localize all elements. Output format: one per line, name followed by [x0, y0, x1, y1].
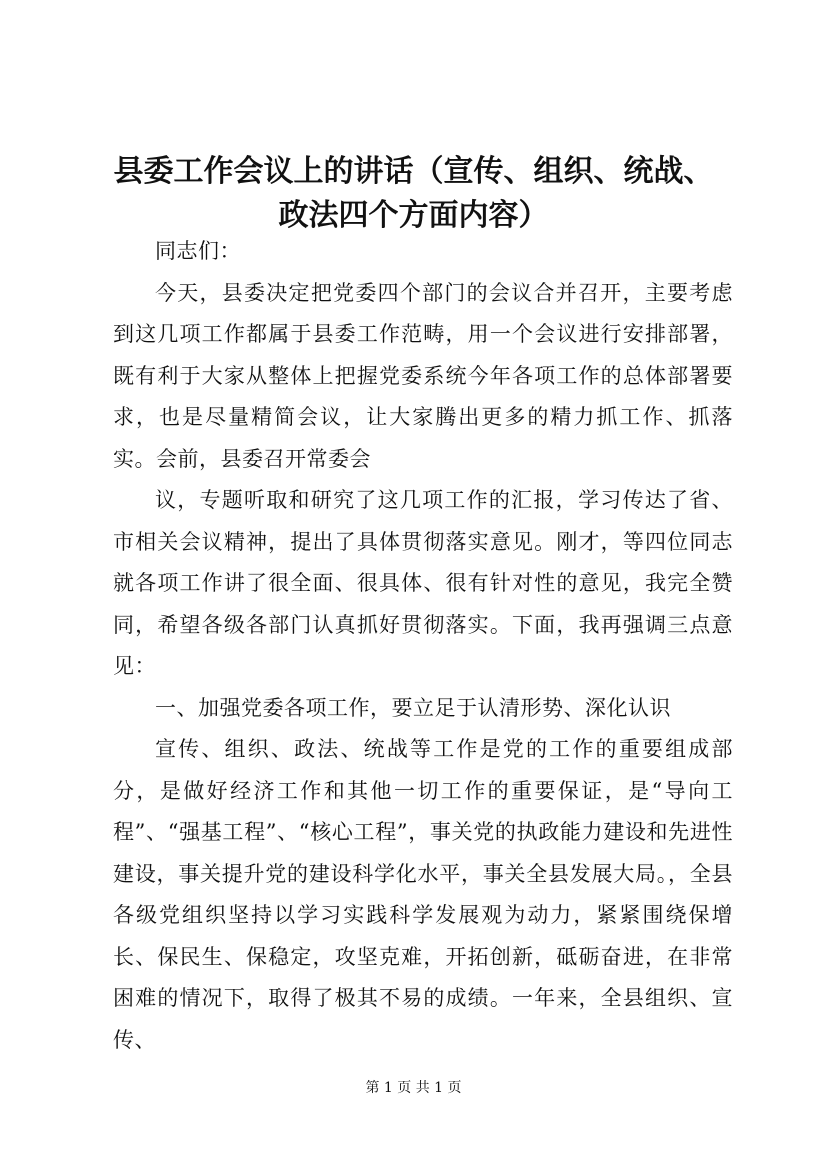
salutation-paragraph: 同志们： — [155, 239, 241, 263]
document-title-line-1: 县委工作会议上的讲话（宣传、组织、统战、 — [113, 154, 714, 189]
section-heading: 一、加强党委各项工作，要立足于认清形势、深化认识 — [155, 695, 671, 720]
body-paragraph: 议，专题听取和研究了这几项工作的汇报，学习传达了省、市相关会议精神，提出了具体贯彻落实意见。刚才，等四位同志就各项工作讲了很全面、很具体、很有针对性的意见，我完全赞同，希望各级各部门认真抓好贯彻落实。下面，我再强调三点意见： — [113, 488, 733, 678]
page-footer: 第 1 页 共 1 页 — [365, 1080, 462, 1096]
body-paragraph: 今天，县委决定把党委四个部门的会议合并召开，主要考虑到这几项工作都属于县委工作范畴，用一个会议进行安排部署，既有利于大家从整体上把握党委系统今年各项工作的总体部署要求，也是尽量精简会议，让大家腾出更多的精力抓工作、抓落实。会前，县委召开常委会 — [113, 280, 733, 471]
document-body — [113, 231, 733, 1061]
document-title-line-2: 政法四个方面内容） — [278, 198, 549, 233]
body-paragraph: 宣传、组织、政法、统战等工作是党的工作的重要组成部分，是做好经济工作和其他一切工作的重要保证，是“导向工程”、“强基工程”、“核心工程”，事关党的执政能力建设和先进性建设，事关提升党的建设科学化水平，事关全县发展大局。，全县各级党组织坚持以学习实践科学发展观为动力，紧紧围绕保增长、保民生、保稳定，攻坚克难，开拓创新，砥砺奋进，在非常困难的情况下，取得了极其不易的成绩。一年来，全县组织、宣传、 — [113, 737, 733, 1052]
